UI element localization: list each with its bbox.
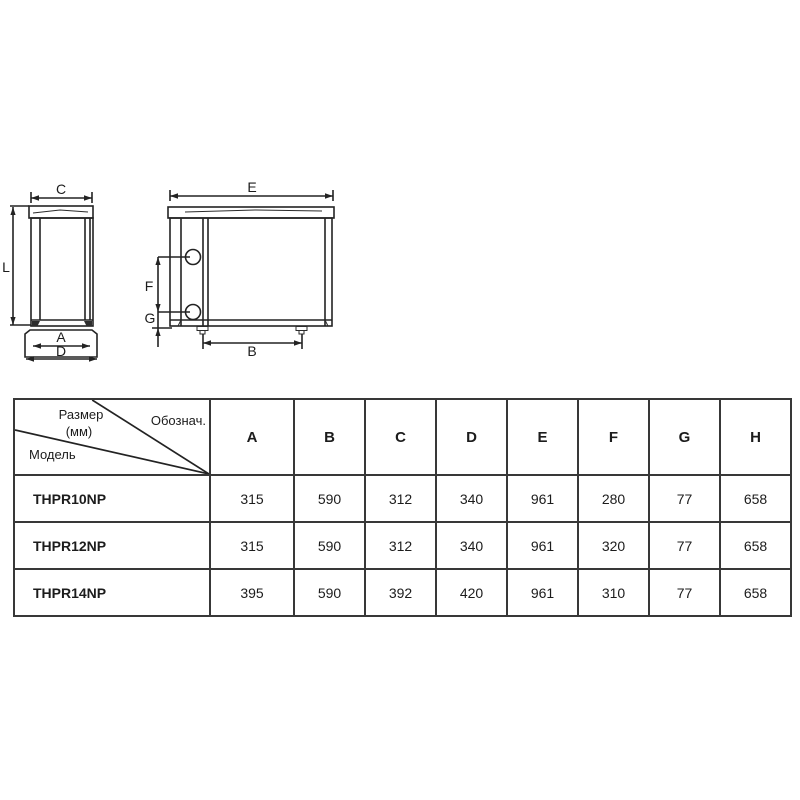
table-row [14,475,791,522]
model-name: THPR14NP [14,569,210,616]
dim-value: 590 [294,569,365,616]
dim-label-g: G [144,310,156,326]
dim-value: 77 [649,475,720,522]
dim-value: 320 [578,522,649,569]
dim-value: 340 [436,522,507,569]
corner-unit-label: (мм) [65,424,93,439]
column-header-h: H [720,399,791,475]
dimension-drawings [0,0,360,395]
dim-value: 961 [507,522,578,569]
dim-value: 420 [436,569,507,616]
dim-value: 312 [365,475,436,522]
dim-label-l: L [2,259,10,275]
dim-value: 658 [720,475,791,522]
dim-label-d: D [55,343,67,359]
dim-value: 77 [649,569,720,616]
column-header-e: E [507,399,578,475]
model-name: THPR12NP [14,522,210,569]
dim-value: 315 [210,522,294,569]
column-header-f: F [578,399,649,475]
corner-size-label: Размер [58,407,104,422]
dim-label-e: E [247,179,257,195]
column-header-b: B [294,399,365,475]
dim-value: 77 [649,522,720,569]
dim-value: 961 [507,569,578,616]
dim-value: 312 [365,522,436,569]
dim-label-c: C [55,181,67,197]
dim-value: 590 [294,475,365,522]
dim-value: 315 [210,475,294,522]
dim-value: 280 [578,475,649,522]
column-header-c: C [365,399,436,475]
dim-value: 392 [365,569,436,616]
column-header-g: G [649,399,720,475]
corner-model-label: Модель [29,447,76,462]
dim-value: 961 [507,475,578,522]
dim-label-f: F [144,278,154,294]
column-header-a: A [210,399,294,475]
model-name: THPR10NP [14,475,210,522]
front-view-drawing [145,179,334,359]
dim-label-a: A [56,329,66,345]
dim-label-b: B [247,343,257,359]
corner-designation-label: Обознач. [150,413,206,428]
table-row [14,569,791,616]
table-row [14,522,791,569]
dim-value: 340 [436,475,507,522]
table-corner-cell [14,399,210,475]
dim-value: 395 [210,569,294,616]
side-view-drawing [2,181,97,362]
dimensions-table [13,398,792,617]
column-header-d: D [436,399,507,475]
dim-value: 590 [294,522,365,569]
dim-value: 658 [720,569,791,616]
dim-value: 310 [578,569,649,616]
table-header-row [14,399,791,475]
dim-value: 658 [720,522,791,569]
